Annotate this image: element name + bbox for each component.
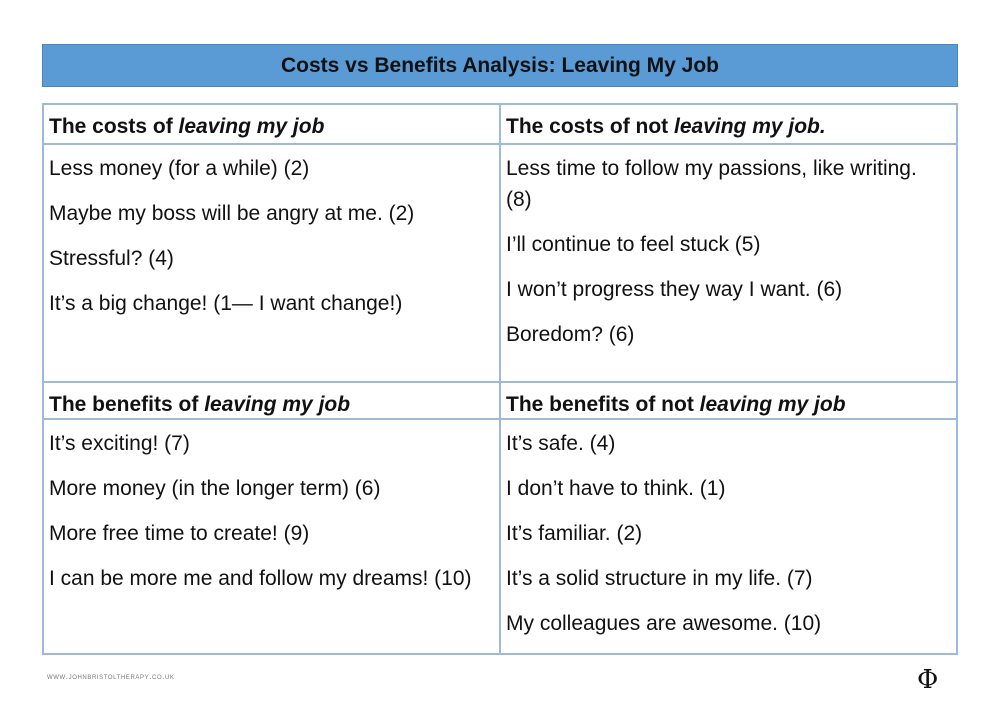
list-item: Less money (for a while) (2): [49, 157, 310, 180]
costs-not-leaving-heading: The costs of not leaving my job.: [501, 105, 956, 145]
list-item: Stressful? (4): [49, 247, 174, 270]
list-item: I can be more me and follow my dreams! (10): [49, 567, 472, 590]
list-item: It’s a big change! (1— I want change!): [49, 292, 403, 315]
analysis-table: [42, 103, 958, 655]
list-item: It’s safe. (4): [506, 432, 616, 455]
list-item: More free time to create! (9): [49, 522, 310, 545]
costs-leaving-heading: The costs of leaving my job: [44, 105, 501, 145]
list-item: I don’t have to think. (1): [506, 477, 726, 500]
list-item: I won’t progress they way I want. (6): [506, 278, 843, 301]
phi-logo-icon: Φ: [917, 665, 939, 695]
benefits-not-leaving-heading: The benefits of not leaving my job: [501, 381, 956, 420]
list-item: Boredom? (6): [506, 323, 635, 346]
list-item: Less time to follow my passions, like writing. (8): [506, 157, 917, 211]
list-item: It’s familiar. (2): [506, 522, 643, 545]
benefits-leaving-heading: The benefits of leaving my job: [44, 381, 501, 420]
benefits-leaving-list: [44, 420, 501, 653]
website-url: www.johnbristoltherapy.co.uk: [47, 672, 175, 681]
benefits-not-leaving-list: [501, 420, 956, 653]
list-item: Maybe my boss will be angry at me. (2): [49, 202, 415, 225]
page-title: Costs vs Benefits Analysis: Leaving My Job: [42, 44, 958, 87]
list-item: My colleagues are awesome. (10): [506, 612, 822, 635]
costs-not-leaving-list: [501, 145, 956, 381]
costs-leaving-list: [44, 145, 501, 381]
list-item: It’s a solid structure in my life. (7): [506, 567, 813, 590]
list-item: It’s exciting! (7): [49, 432, 190, 455]
list-item: More money (in the longer term) (6): [49, 477, 381, 500]
list-item: I’ll continue to feel stuck (5): [506, 233, 761, 256]
